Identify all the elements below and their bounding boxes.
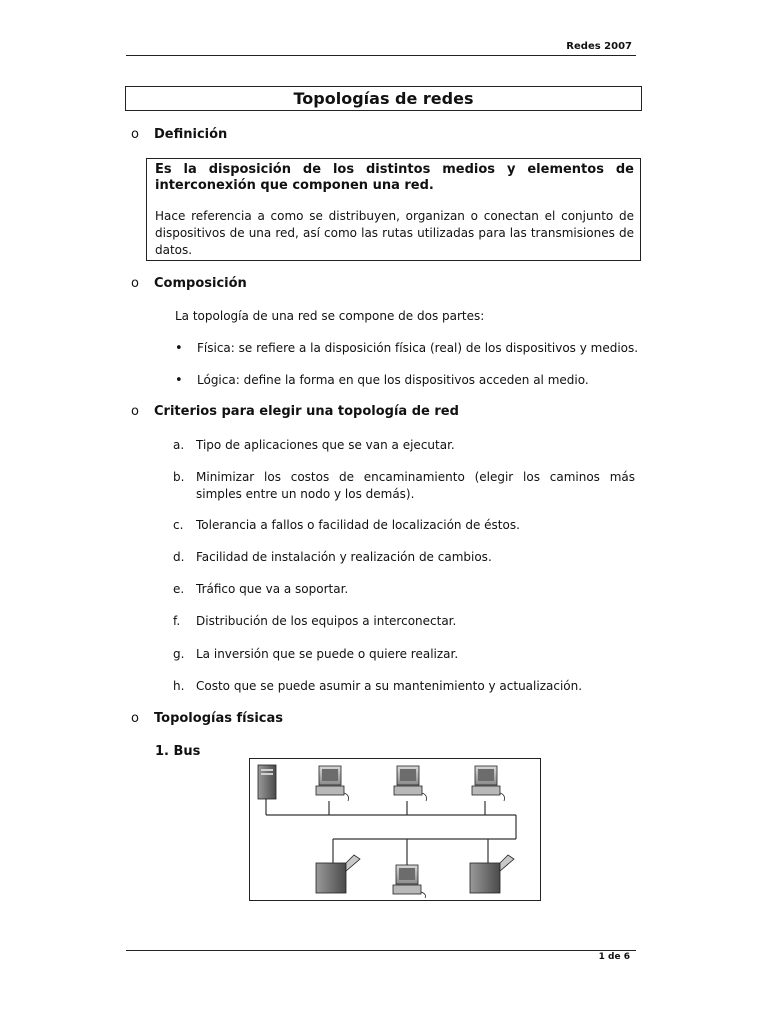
list-letter: e. [173,582,185,596]
definition-box [146,158,641,261]
list-item [173,469,635,503]
list-item-text: Minimizar los costos de encaminamiento (elegir los caminos más simples entre un nodo y los demás). [196,470,635,501]
desktop-computer-icon [394,766,427,801]
list-item [173,678,635,695]
list-item [173,613,635,630]
composition-intro: La topología de una red se compone de dos partes: [175,309,485,323]
list-letter: f. [173,614,181,628]
list-item-text: Lógica: define la forma en que los dispositivos acceden al medio. [197,373,589,387]
section-bullet: o [131,404,139,419]
list-item [173,549,635,566]
section-heading-definicion [131,127,227,142]
list-item [175,340,638,357]
list-letter: g. [173,647,185,661]
page-number: 1 de 6 [598,952,630,962]
bus-diagram-svg [250,759,540,900]
section-heading-text: Definición [154,127,228,142]
list-letter: d. [173,550,185,564]
list-item [173,437,635,454]
printer-icon [316,855,360,893]
list-item-text: La inversión que se puede o quiere realizar. [196,647,459,661]
list-letter: c. [173,518,184,532]
section-heading-text: Composición [154,276,247,291]
list-item-text: Tolerancia a fallos o facilidad de localización de éstos. [196,518,520,532]
section-heading-criterios [131,404,459,419]
list-item [173,646,635,663]
section-bullet: o [131,276,139,291]
list-letter: a. [173,438,185,452]
section-heading-composicion [131,276,247,291]
footer-rule [126,950,636,951]
desktop-computer-icon [316,766,349,801]
bus-cables [266,799,516,865]
list-item-text: Tráfico que va a soportar. [196,582,349,596]
list-item [173,517,635,534]
desktop-computer-icon [393,865,426,898]
running-header: Redes 2007 [566,41,632,52]
list-item-text: Distribución de los equipos a interconectar. [196,614,457,628]
list-item [173,581,635,598]
list-item-text: Costo que se puede asumir a su mantenimiento y actualización. [196,679,583,693]
definition-text: Hace referencia a como se distribuyen, organizan o conectan el conjunto de dispositivos de una red, así como las rutas utilizadas para las transmisiones de datos. [155,209,634,257]
bullet-dot: • [175,341,183,356]
section-heading-text: Topologías físicas [154,711,284,726]
bus-topology-diagram [249,758,541,901]
bullet-dot: • [175,373,183,388]
header-rule [126,55,636,56]
section-bullet: o [131,127,139,142]
list-letter: h. [173,679,185,693]
definition-bold-text: Es la disposición de los distintos medios y elementos de interconexión que componen una red. [155,162,634,193]
server-icon [258,765,276,799]
bus-subheading: 1. Bus [155,744,201,759]
list-item-text: Facilidad de instalación y realización de cambios. [196,550,492,564]
list-letter: b. [173,470,185,484]
list-item-text: Tipo de aplicaciones que se van a ejecutar. [196,438,455,452]
printer-icon [470,855,514,893]
section-heading-fisicas [131,711,283,726]
section-heading-text: Criterios para elegir una topología de red [154,404,459,419]
page-title: Topologías de redes [125,86,642,111]
desktop-computer-icon [472,766,505,801]
list-item [175,372,589,389]
section-bullet: o [131,711,139,726]
list-item-text: Física: se refiere a la disposición física (real) de los dispositivos y medios. [197,341,639,355]
